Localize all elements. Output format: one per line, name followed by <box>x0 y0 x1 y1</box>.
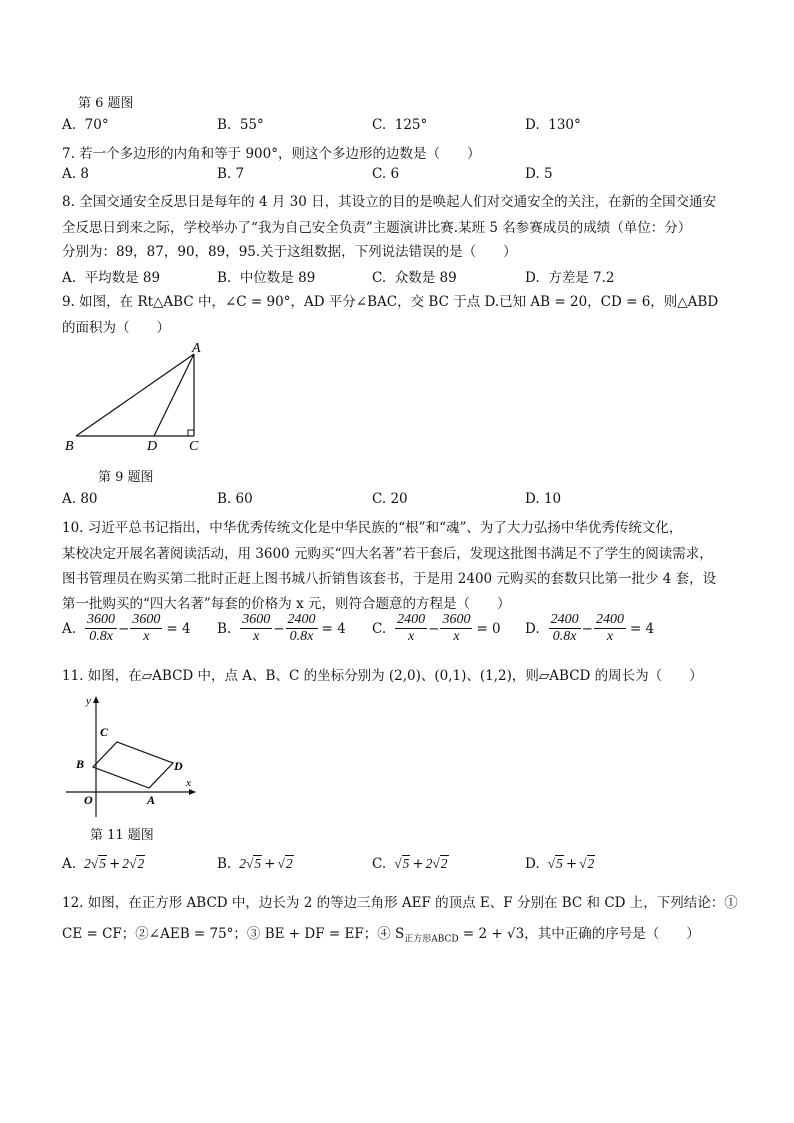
q10-stem-line-3: 图书管理员在购买第二批时正赶上图书城八折销售该套书，于是用 2400 元购买的套数只比第一批少 4 套，设 <box>62 571 717 587</box>
q11-option-a: A. 2√5 + 2√2 <box>62 856 145 872</box>
q6-caption: 第 6 题图 <box>78 96 134 111</box>
q12-stem-line-2: CE = CF；②∠AEB = 75°；③ BE + DF = EF；④ $S_{正方形ABCD} = 2 + √3$，其中正确的序号是（ ） <box>62 926 700 945</box>
q10-stem-line-2: 某校决定开展名著阅读活动，用 3600 元购买“四大名著”若干套后，发现这批图书满足不了学生的阅读需求， <box>62 546 713 562</box>
q9-option-b: B. 60 <box>217 491 253 507</box>
q9-option-c: C. 20 <box>372 491 408 507</box>
q8-option-c: C. 众数是 89 <box>372 270 457 286</box>
q10-stem-line-4: 第一批购买的“四大名著”每套的价格为 x 元，则符合题意的方程是（ ） <box>62 596 511 612</box>
label-d: D <box>174 759 183 773</box>
q9-option-a: A. 80 <box>62 491 98 507</box>
right-angle-mark <box>188 430 194 436</box>
label-c: C <box>100 725 109 739</box>
q7-stem: 7. 若一个多边形的内角和等于 900°，则这个多边形的边数是（ ） <box>62 146 481 162</box>
label-o: O <box>84 793 93 807</box>
x-axis-arrow <box>189 789 196 795</box>
q8-stem-line-1: 8. 全国交通安全反思日是每年的 4 月 30 日，其设立的目的是唤起人们对交通安全的关注，在新的全国交通安 <box>62 194 717 210</box>
q12-stem-line-1: 12. 如图，在正方形 ABCD 中，边长为 2 的等边三角形 AEF 的顶点 E、F 分别在 BC 和 CD 上，下列结论：① <box>62 895 738 911</box>
q8-stem-line-3: 分别为：89，87，90，89，95.关于这组数据，下列说法错误的是（ ） <box>62 244 517 260</box>
q10-option-c: C. $\frac{2400}{x}$ − $\frac{3600}{x}$ = 0 <box>372 612 501 644</box>
q7-option-d: D. 5 <box>525 166 553 182</box>
q8-option-d: D. 方差是 7.2 <box>525 270 615 286</box>
q8-option-b: B. 中位数是 89 <box>217 270 316 286</box>
q9-stem-line-2: 的面积为（ ） <box>62 320 170 336</box>
q11-coordinate-figure <box>62 692 207 820</box>
q6-option-a: A. 70° <box>62 117 109 133</box>
label-c: C <box>189 439 199 454</box>
y-axis-arrow <box>93 696 99 703</box>
q10-stem-line-1: 10. 习近平总书记指出，中华优秀传统文化是中华民族的“根”和“魂”、为了大力弘扬中华优秀传统文化， <box>62 520 683 536</box>
q10-option-a: A. $\frac{3600}{0.8x}$ − $\frac{3600}{x}$ = 4 <box>62 612 191 644</box>
q9-stem-line-1: 9. 如图，在 Rt△ABC 中，∠C = 90°，AD 平分∠BAC，交 BC 于点 D.已知 AB = 20，CD = 6，则△ABD <box>62 294 719 310</box>
q7-option-a: A. 8 <box>62 166 89 182</box>
parallelogram-abcd <box>93 742 173 788</box>
segment-ab <box>76 354 194 436</box>
q11-option-c: C. √5 + 2√2 <box>372 856 448 872</box>
q11-option-d: D. √5 + √2 <box>525 856 595 872</box>
q9-triangle-figure <box>60 340 220 458</box>
segment-ad <box>154 354 194 436</box>
label-a: A <box>147 793 156 807</box>
q8-stem-line-2: 全反思日到来之际，学校举办了“我为自己安全负责”主题演讲比赛.某班 5 名参赛成员的成绩（单位：分） <box>62 220 692 236</box>
axis-label-y: y <box>86 695 91 707</box>
q11-caption: 第 11 题图 <box>90 828 154 843</box>
q6-option-c: C. 125° <box>372 117 428 133</box>
q6-option-b: B. 55° <box>217 117 264 133</box>
label-b: B <box>76 757 85 771</box>
label-d: D <box>147 439 158 454</box>
q7-option-b: B. 7 <box>217 166 245 182</box>
q11-option-b: B. 2√5 + √2 <box>217 856 293 872</box>
q9-option-d: D. 10 <box>525 491 562 507</box>
q9-caption: 第 9 题图 <box>98 470 154 485</box>
q6-option-d: D. 130° <box>525 117 581 133</box>
q10-option-d: D. $\frac{2400}{0.8x}$ − $\frac{2400}{x}$ = 4 <box>525 612 655 644</box>
q11-stem: 11. 如图，在▱ABCD 中，点 A、B、C 的坐标分别为 (2,0)、(0,1)、(1,2)，则▱ABCD 的周长为（ ） <box>62 668 703 684</box>
q10-option-b: B. $\frac{3600}{x}$ − $\frac{2400}{0.8x}$ = 4 <box>217 612 346 644</box>
label-a: A <box>192 341 201 356</box>
axis-label-x: x <box>186 777 191 789</box>
q7-option-c: C. 6 <box>372 166 400 182</box>
q8-option-a: A. 平均数是 89 <box>62 270 161 286</box>
label-b: B <box>65 439 74 454</box>
